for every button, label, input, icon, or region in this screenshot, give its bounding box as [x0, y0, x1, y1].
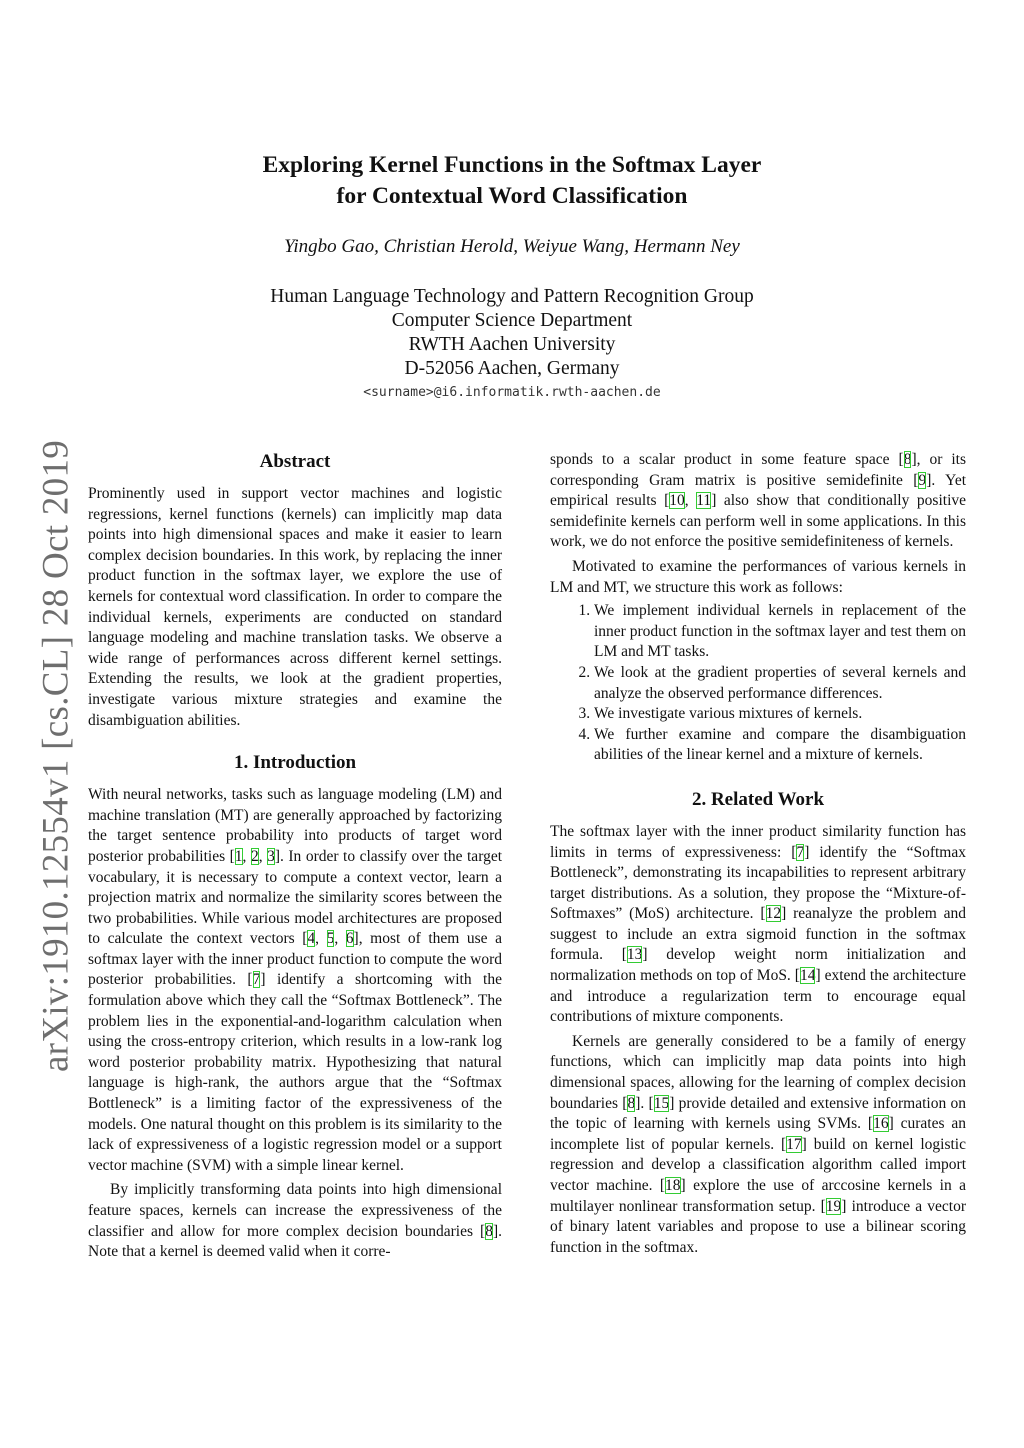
citation-link[interactable]: 18	[665, 1177, 681, 1194]
citation-link[interactable]: 11	[696, 492, 712, 510]
citation-link[interactable]: 8	[627, 1094, 636, 1112]
left-column	[88, 450, 502, 1263]
citation-link[interactable]: 3	[267, 847, 275, 865]
citation-link[interactable]: 5	[326, 930, 335, 948]
citation-link[interactable]: 16	[873, 1115, 889, 1133]
citation-link[interactable]: 7	[252, 971, 261, 989]
related-work-heading: 2. Related Work	[691, 788, 825, 810]
title-line-2: for Contextual Word Classification	[336, 183, 688, 209]
affiliation-line: RWTH Aachen University	[408, 334, 616, 355]
intro-paragraph-2-continued: sponds to a scalar product in some feature space [8], or its corresponding Gram matrix is positive semidefinite [9]. Yet empirical results [10, 11] also show that conditionally positive semidefinite kernels can perform well in some applications. In this work, we do not enforce the positive semidefiniteness of kernels.	[550, 451, 966, 551]
arxiv-identifier: arXiv:1910.12554v1 [cs.CL] 28 Oct 2019	[35, 439, 77, 1073]
citation-link[interactable]: 10	[669, 492, 685, 510]
citation-link[interactable]: 19	[825, 1197, 842, 1215]
citation-link[interactable]: 9	[918, 471, 927, 489]
title-line-1: Exploring Kernel Functions in the Softmax Layer	[262, 152, 762, 178]
citation-link[interactable]: 7	[796, 843, 805, 861]
abstract-heading: Abstract	[259, 451, 331, 472]
author-list: Yingbo Gao, Christian Herold, Weiyue Wang, Hermann Ney	[284, 236, 740, 257]
citation-link[interactable]: 14	[799, 967, 816, 985]
abstract-text: Prominently used in support vector machines and logistic regressions, kernel functions (kernels) can implicitly map data points into high dimensional spaces and make it easier to learn complex decision boundaries. In this work, by replacing the inner product function in the softmax layer, we explore the use of kernels for contextual word classification. In order to compare the individual kernels, experiments are conducted on standard language modeling and machine translation tasks. We observe a wide range of performances across different kernel settings. Extending the results, we look at the gradient properties, investigate various mixture strategies and examine the disambiguation abilities.	[88, 485, 502, 729]
related-paragraph-2: Kernels are generally considered to be a family of energy functions, which can implicitly map data points into high dimensional spaces, allowing for the learning of complex decision boundaries [8]. [15] provide detailed and extensive information on the topic of learning with kernels using SVMs. [16] curates an incomplete list of popular kernels. [17] build on kernel logistic regression and develop a classification algorithm called import vector machine. [18] explore the use of arccosine kernels in a multilayer nonlinear transformation setup. [19] introduce a vector of binary latent variables and propose to use a bilinear scoring function in the softmax.	[550, 1032, 966, 1256]
list-item: 1. We implement individual kernels in replacement of the inner product function in the softmax layer and test them on LM and MT tasks.	[594, 601, 966, 663]
citation-link[interactable]: 4	[307, 930, 316, 948]
contribution-list	[550, 601, 966, 766]
paper-title	[0, 150, 1024, 212]
citation-link[interactable]: 8	[903, 451, 912, 468]
citation-link[interactable]: 12	[765, 905, 782, 923]
affiliation-line: D-52056 Aachen, Germany	[404, 358, 620, 379]
list-item: 2. We look at the gradient properties of several kernels and analyze the observed performance differences.	[594, 663, 966, 704]
intro-paragraph-1: With neural networks, tasks such as language modeling (LM) and machine translation (MT) are generally approached by factorizing the target sentence probability into products of target word posterior probabilities [1, 2, 3]. In order to classify over the target vocabulary, it is necessary to compute a context vector, learn a projection matrix and normalize the similarity scores between the two probabilities. While various model architectures are proposed to calculate the context vectors [4, 5, 6], most of them use a softmax layer with the inner product function to compute the word posterior probabilities. [7] identify a shortcoming with the formulation above which they call the “Softmax Bottleneck”. The problem lies in the exponential-and-logarithm calculation when using the cross-entropy criterion, which results in a low-rank log word posterior probability matrix. Hypothesizing that natural language is high-rank, the authors argue that the “Softmax Bottleneck” is a limiting factor of the expressiveness of the models. One natural thought on this problem is its similarity to the lack of expressiveness of a logistic regression model or a support vector machine (SVM) with a simple linear kernel.	[88, 786, 503, 1174]
affiliation-block	[0, 285, 1024, 381]
citation-link[interactable]: 6	[345, 930, 354, 948]
list-item: 3. We investigate various mixtures of kernels.	[594, 704, 966, 725]
intro-paragraph-3: Motivated to examine the performances of various kernels in LM and MT, we structure this work as follows:	[550, 557, 966, 596]
list-item: 4. We further examine and compare the disambiguation abilities of the linear kernel and a mixture of kernels.	[594, 725, 966, 766]
right-column	[550, 450, 966, 1258]
related-paragraph-1: The softmax layer with the inner product similarity function has limits in terms of expressiveness: [7] identify the “Softmax Bottleneck”, demonstrating its incapabilities to represent arbitrary target distributions. As a solution, they propose the “Mixture-of-Softmaxes” (MoS) architecture. [12] reanalyze the problem and suggest to include an extra sigmoid function in the softmax formula. [13] develop weight norm initialization and normalization methods on top of MoS. [14] extend the architecture and introduce a regularization term to encourage equal contributions of mixture components.	[550, 822, 967, 1026]
citation-link[interactable]: 13	[626, 946, 643, 964]
affiliation-line: Human Language Technology and Pattern Recognition Group	[270, 286, 754, 307]
citation-link[interactable]: 8	[485, 1222, 493, 1240]
intro-paragraph-2-start: By implicitly transforming data points into high dimensional feature spaces, kernels can increase the expressiveness of the classifier and allow for more complex decision boundaries [8]. Note that a kernel is deemed valid when it corre-	[88, 1181, 502, 1261]
citation-link[interactable]: 15	[653, 1094, 670, 1112]
introduction-heading: 1. Introduction	[233, 752, 357, 774]
contact-email: <surname>@i6.informatik.rwth-aachen.de	[363, 385, 661, 400]
citation-link[interactable]: 2	[250, 847, 259, 865]
citation-link[interactable]: 17	[786, 1135, 802, 1153]
affiliation-line: Computer Science Department	[391, 310, 633, 331]
citation-link[interactable]: 1	[234, 847, 243, 865]
